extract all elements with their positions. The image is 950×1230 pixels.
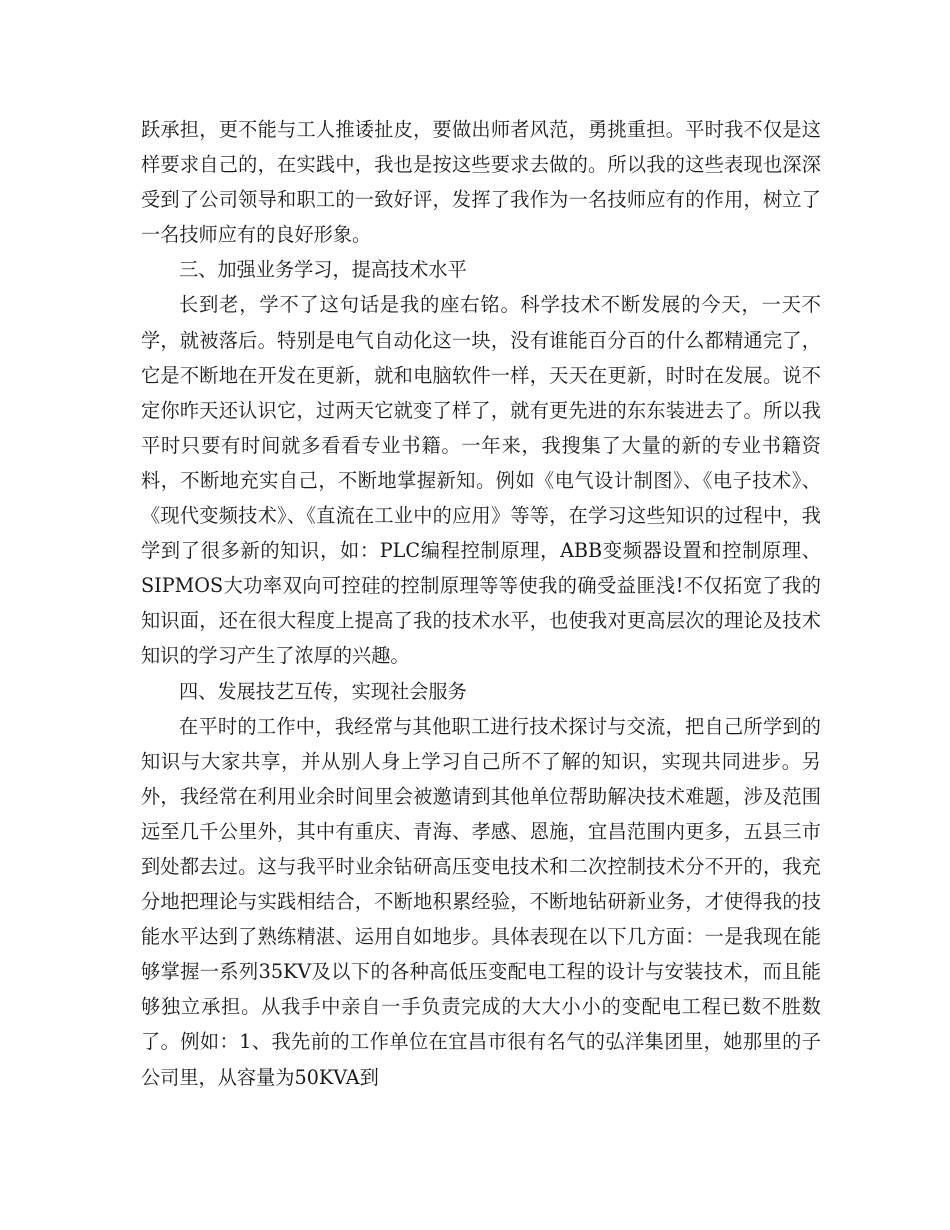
section-heading-4: 四、发展技艺互传，实现社会服务: [179, 679, 467, 703]
document-page: [141, 112, 821, 1095]
paragraph-learning: 长到老，学不了这句话是我的座右铭。科学技术不断发展的今天，一天不学，就被落后。特别是电气自动化这一块，没有谁能百分百的什么都精通完了，它是不断地在开发在更新，就和电脑软件一样，天天在更新，时时在发展。说不定你昨天还认识它，过两天它就变了样了，就有更先进的东东装进去了。所以我平时只要有时间就多看看专业书籍。一年来，我搜集了大量的新的专业书籍资料，不断地充实自己，不断地掌握新知。例如《电气设计制图》、《电子技术》、《现代变频技术》、《直流在工业中的应用》等等，在学习这些知识的过程中，我学到了很多新的知识，如：PLC编程控制原理，ABB变频器设置和控制原理、SIPMOS大功率双向可控硅的控制原理等等使我的确受益匪浅!不仅拓宽了我的知识面，还在很大程度上提高了我的技术水平，也使我对更高层次的理论及技术知识的学习产生了浓厚的兴趣。: [141, 293, 821, 668]
section-heading-3: 三、加强业务学习，提高技术水平: [179, 258, 467, 282]
paragraph-service: 在平时的工作中，我经常与其他职工进行技术探讨与交流，把自己所学到的知识与大家共享，并从别人身上学习自己所不了解的知识，实现共同进步。另外，我经常在利用业余时间里会被邀请到其他单位帮助解决技术难题，涉及范围远至几千公里外，其中有重庆、青海、孝感、恩施，宜昌范围内更多，五县三市到处都去过。这与我平时业余钻研高压变电技术和二次控制技术分不开的，我充分地把理论与实践相结合，不断地积累经验，不断地钻研新业务，才使得我的技能水平达到了熟练精湛、运用自如地步。具体表现在以下几方面：一是我现在能够掌握一系列35KV及以下的各种高低压变配电工程的设计与安装技术，而且能够独立承担。从我手中亲自一手负责完成的大大小小的变配电工程已数不胜数了。例如：1、我先前的工作单位在宜昌市很有名气的弘洋集团里，她那里的子公司里，从容量为50KVA到: [141, 714, 821, 1089]
paragraph-continuation: 跃承担，更不能与工人推诿扯皮，要做出师者风范，勇挑重担。平时我不仅是这样要求自己的，在实践中，我也是按这些要求去做的。所以我的这些表现也深深受到了公司领导和职工的一致好评，发挥了我作为一名技师应有的作用，树立了一名技师应有的良好形象。: [141, 118, 821, 247]
